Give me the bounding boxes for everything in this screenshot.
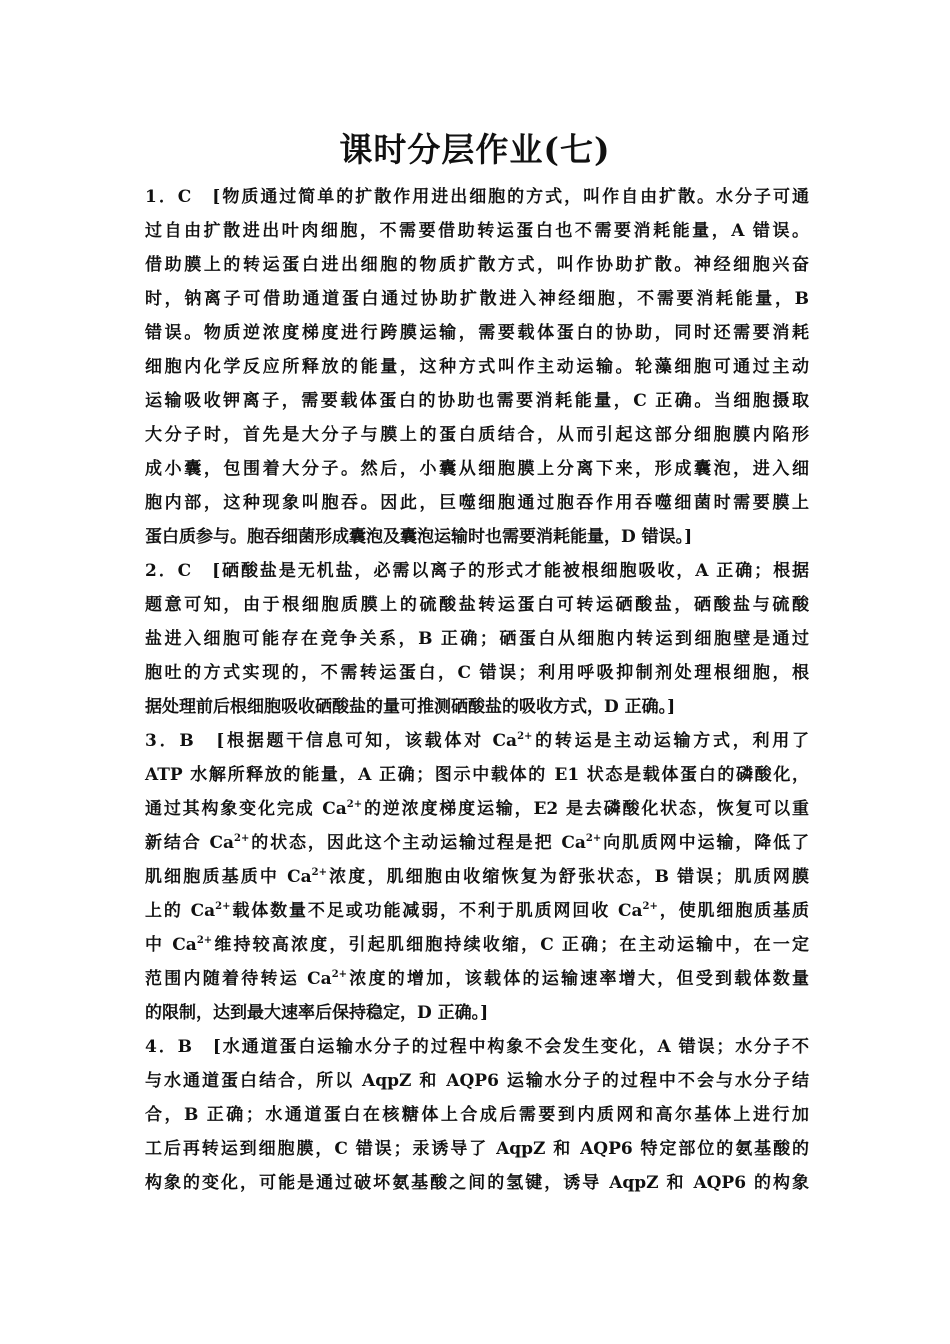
text-line: 大分子时，首先是大分子与膜上的蛋白质结合，从而引起这部分细胞膜内陷形 <box>145 425 809 445</box>
text-line: 肌细胞质基质中 $Ca^{2+}$浓度，肌细胞由收缩恢复为舒张状态，B 错误；肌质网膜 <box>145 867 809 887</box>
charge-superscript: 2+ <box>311 867 327 878</box>
text-line: 借助膜上的转运蛋白进出细胞的物质扩散方式，叫作协助扩散。神经细胞兴奋 <box>145 255 809 275</box>
document-body <box>145 180 809 1200</box>
charge-superscript: 2+ <box>331 969 348 980</box>
text-line: 构象的变化，可能是通过破坏氨基酸之间的氢键，诱导 AqpZ 和 AQP6 的构象 <box>145 1173 809 1193</box>
text-line: 错误。物质逆浓度梯度进行跨膜运输，需要载体蛋白的协助，同时还需要消耗 <box>145 323 809 343</box>
charge-superscript: 2+ <box>585 833 602 844</box>
charge-superscript: 2+ <box>642 901 658 912</box>
text-line: 盐进入细胞可能存在竞争关系，B 正确；硒蛋白从细胞内转运到细胞壁是通过 <box>145 629 809 649</box>
text-line: 4．B [水通道蛋白运输水分子的过程中构象不会发生变化，A 错误；水分子不 <box>145 1037 809 1057</box>
text-line: 运输吸收钾离子，需要载体蛋白的协助也需要消耗能量，C 正确。当细胞摄取 <box>145 391 809 411</box>
charge-superscript: 2+ <box>346 799 363 810</box>
text-line: 新结合 $Ca^{2+}$的状态，因此这个主动运输过程是把 $Ca^{2+}$向肌质网中运输，降低了 <box>145 833 810 853</box>
text-line: 题意可知，由于根细胞质膜上的硫酸盐转运蛋白可转运硒酸盐，硒酸盐与硫酸 <box>145 595 809 615</box>
text-line: 的限制，达到最大速率后保持稳定，D 正确。] <box>145 1003 489 1023</box>
charge-superscript: 2+ <box>215 901 231 912</box>
page-title: 课时分层作业(七) <box>339 130 611 169</box>
text-line: 通过其构象变化完成 $Ca^{2+}$的逆浓度梯度运输，E2 是去磷酸化状态，恢复可以重 <box>145 799 809 819</box>
text-line: 上的 $Ca^{2+}$载体数量不足或功能减弱，不利于肌质网回收 $Ca^{2+}$，使肌细胞质基质 <box>145 901 809 921</box>
text-line: 蛋白质参与。胞吞细菌形成囊泡及囊泡运输时也需要消耗能量，D 错误。] <box>145 527 693 547</box>
text-line: 胞吐的方式实现的，不需转运蛋白，C 错误；利用呼吸抑制剂处理根细胞，根 <box>145 663 809 683</box>
text-line: 工后再转运到细胞膜，C 错误；汞诱导了 AqpZ 和 AQP6 特定部位的氨基酸的 <box>145 1139 809 1159</box>
charge-superscript: 2+ <box>517 731 533 742</box>
text-line: 中 $Ca^{2+}$维持较高浓度，引起肌细胞持续收缩，C 正确；在主动运输中，在一定 <box>145 935 809 955</box>
text-line: 合，B 正确；水通道蛋白在核糖体上合成后需要到内质网和高尔基体上进行加 <box>145 1105 809 1125</box>
text-line: 与水通道蛋白结合，所以 AqpZ 和 AQP6 运输水分子的过程中不会与水分子结 <box>145 1071 809 1091</box>
text-line: ATP 水解所释放的能量，A 正确；图示中载体的 E1 状态是载体蛋白的磷酸化， <box>145 765 809 785</box>
text-line: 时，钠离子可借助通道蛋白通过协助扩散进入神经细胞，不需要消耗能量，B <box>145 289 809 309</box>
text-line: 2．C [硒酸盐是无机盐，必需以离子的形式才能被根细胞吸收，A 正确；根据 <box>145 561 809 581</box>
text-line: 1．C [物质通过简单的扩散作用进出细胞的方式，叫作自由扩散。水分子可通 <box>145 187 809 207</box>
text-line: 胞内部，这种现象叫胞吞。因此，巨噬细胞通过胞吞作用吞噬细菌时需要膜上 <box>145 493 809 513</box>
text-line: 成小囊，包围着大分子。然后，小囊从细胞膜上分离下来，形成囊泡，进入细 <box>145 459 809 479</box>
text-line: 范围内随着待转运 $Ca^{2+}$浓度的增加，该载体的运输速率增大，但受到载体数量 <box>145 969 810 989</box>
text-line: 过自由扩散进出叶肉细胞，不需要借助转运蛋白也不需要消耗能量，A 错误。 <box>145 221 809 241</box>
text-line: 据处理前后根细胞吸收硒酸盐的量可推测硒酸盐的吸收方式，D 正确。] <box>145 697 676 717</box>
text-line: 细胞内化学反应所释放的能量，这种方式叫作主动运输。轮藻细胞可通过主动 <box>145 357 809 377</box>
charge-superscript: 2+ <box>234 833 250 844</box>
text-line: 3．B [根据题干信息可知，该载体对 $Ca^{2+}$的转运是主动运输方式，利用了 <box>145 731 809 751</box>
charge-superscript: 2+ <box>196 935 213 946</box>
